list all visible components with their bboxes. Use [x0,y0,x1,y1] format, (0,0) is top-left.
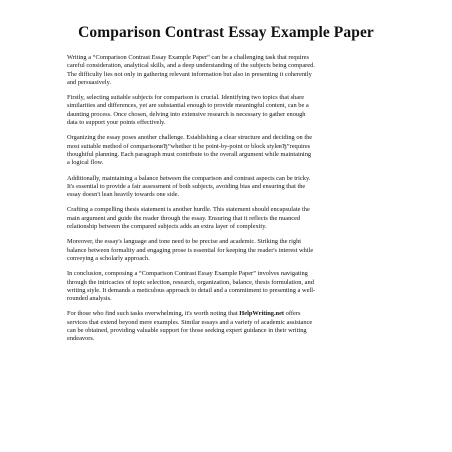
text-line: data to support your points effectively. [67,119,166,127]
text-line: Organizing the essay poses another challenge. Establishing a clear structure and deciding on the [67,134,313,142]
document-title: Comparison Contrast Essay Example Paper [78,24,374,41]
text-line: Writing a “Comparison Contrast Essay Example Paper” can be a challenging task that requires [67,54,309,61]
text-line: Moreover, the essay's language and tone need to be precise and academic. Striking the right [67,238,302,246]
paragraph-thesis [67,206,395,231]
text-line: endeavors. [67,335,95,343]
paragraph-conclusion [67,270,395,303]
text-line: essay doesn't lean heavily towards one side. [67,191,180,199]
text-line [67,310,395,318]
text-line: Additionally, maintaining a balance between the comparison and contrast aspects can be tricky. [67,174,311,182]
text-line: Firstly, selecting suitable subjects for comparison is crucial. Identifying two topics that share [67,94,305,102]
paragraph-intro [67,54,395,87]
text-line: main argument and guide the reader through the essay. Ensuring that it reflects the nuanced [67,214,301,222]
paragraph-organizing [67,134,395,167]
text-line: thoughtful planning. Each paragraph must contribute to the overall argument while maintaining [67,150,312,158]
text-line: careful consideration, analytical skills, and a deep understanding of the subjects being compared. [67,62,315,70]
text-line: relationship between the compared subjects adds an extra layer of complexity. [67,223,267,231]
document-body [67,54,395,351]
text-line: through the intricacies of topic selection, research, organization, balance, thesis formulation, and [67,278,314,286]
text-line: In conclusion, composing a “Comparison Contrast Essay Example Paper” involves navigating [67,270,308,278]
text-line: balance between formality and engaging prose is essential for keeping the reader's interest while [67,246,314,254]
paragraph-closing [67,310,395,343]
closing-text-before: For those who find such tasks overwhelming, it's worth noting that [67,310,240,318]
paragraph-language [67,238,395,263]
text-line: It's essential to provide a fair assessment of both subjects, avoiding bias and ensuring that the [67,182,306,190]
text-line: conveying a scholarly approach. [67,254,150,262]
brand-link[interactable]: HelpWriting.net [239,310,285,318]
text-line: writing style. It demands a meticulous approach to detail and a commitment to presenting a well- [67,286,316,294]
text-line: can be obtained, providing valuable support for those seeking expert guidance in their writing [67,327,307,335]
text-line: Crafting a compelling thesis statement is another hurdle. This statement should encapsulate the [67,206,310,214]
text-line: services that extend beyond mere examples. Similar essays and a variety of academic assistance [67,318,313,326]
paragraph-subjects [67,94,395,127]
text-line: and persuasively. [67,78,111,86]
text-line: daunting process. Once chosen, delving into extensive research is necessary to gather enough [67,110,306,118]
text-line: similarities and differences, yet are substantial enough to provide meaningful content, can be a [67,102,309,110]
closing-text-after: offers [284,310,301,318]
text-line: a logical flow. [67,159,104,167]
text-line: The difficulty lies not only in gathering relevant information but also in presenting it coherently [67,70,312,78]
text-line: most suitable method of comparisonвЂ”whether it be point-by-point or block styleвЂ”requires [67,142,311,150]
text-line: rounded analysis. [67,295,112,303]
paragraph-balance [67,175,395,200]
